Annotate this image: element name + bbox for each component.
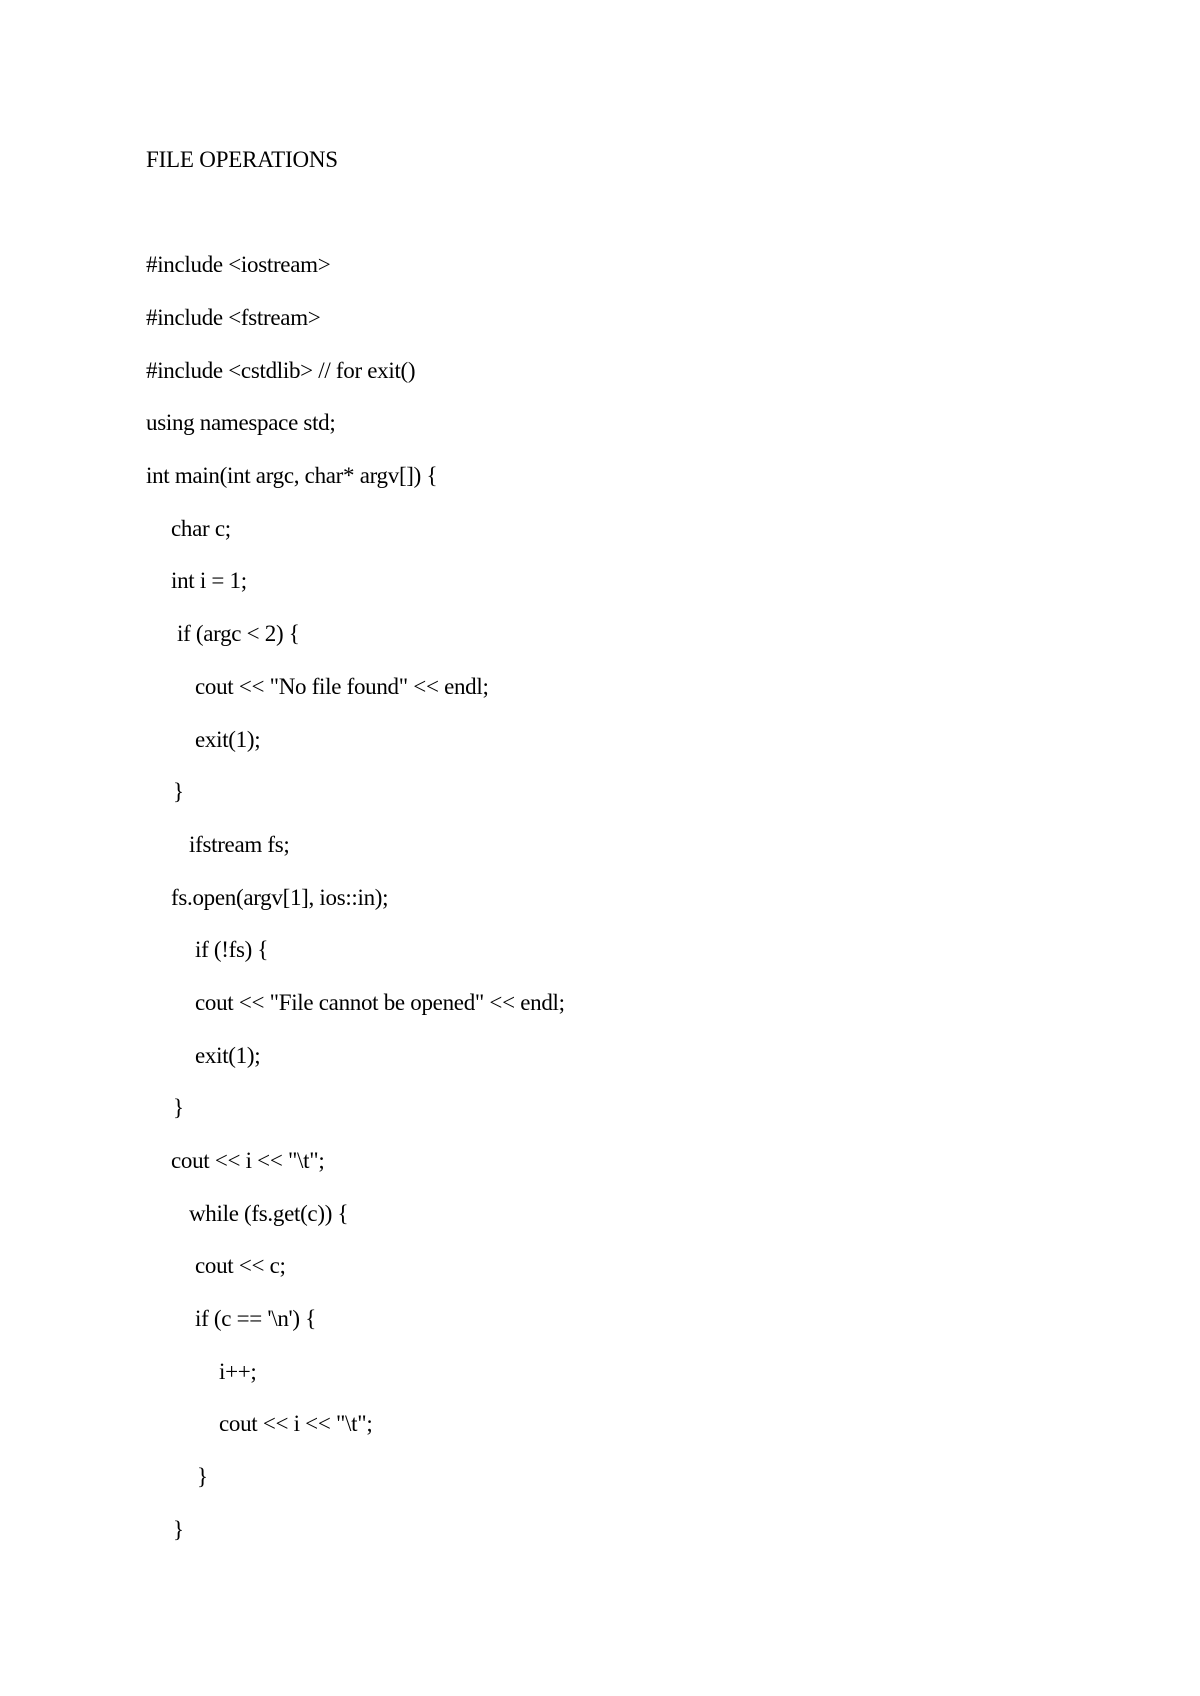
code-line: if (!fs) {	[195, 937, 269, 962]
code-line: cout << c;	[195, 1253, 286, 1278]
code-line: int main(int argc, char* argv[]) {	[146, 463, 438, 488]
code-line: char c;	[171, 516, 231, 541]
code-line: exit(1);	[195, 727, 261, 752]
document-title: FILE OPERATIONS	[146, 147, 338, 172]
code-line: if (c == '\n') {	[195, 1306, 316, 1331]
code-line: }	[173, 1095, 184, 1120]
code-line: #include <iostream>	[146, 252, 331, 277]
code-line: #include <cstdlib> // for exit()	[146, 358, 416, 383]
code-line: int i = 1;	[171, 568, 247, 593]
code-line: }	[173, 779, 184, 804]
code-line: ifstream fs;	[189, 832, 290, 857]
code-line: fs.open(argv[1], ios::in);	[171, 885, 389, 910]
code-line: }	[197, 1464, 208, 1489]
code-line: using namespace std;	[146, 410, 336, 435]
code-line: i++;	[219, 1359, 257, 1384]
code-line: cout << "No file found" << endl;	[195, 674, 489, 699]
code-line: exit(1);	[195, 1043, 261, 1068]
code-line: cout << i << "\t";	[171, 1148, 325, 1173]
code-line: if (argc < 2) {	[177, 621, 300, 646]
code-line: cout << "File cannot be opened" << endl;	[195, 990, 565, 1015]
code-line: while (fs.get(c)) {	[189, 1201, 349, 1226]
code-line: #include <fstream>	[146, 305, 321, 330]
code-line: }	[173, 1517, 184, 1542]
code-line: cout << i << "\t";	[219, 1411, 373, 1436]
